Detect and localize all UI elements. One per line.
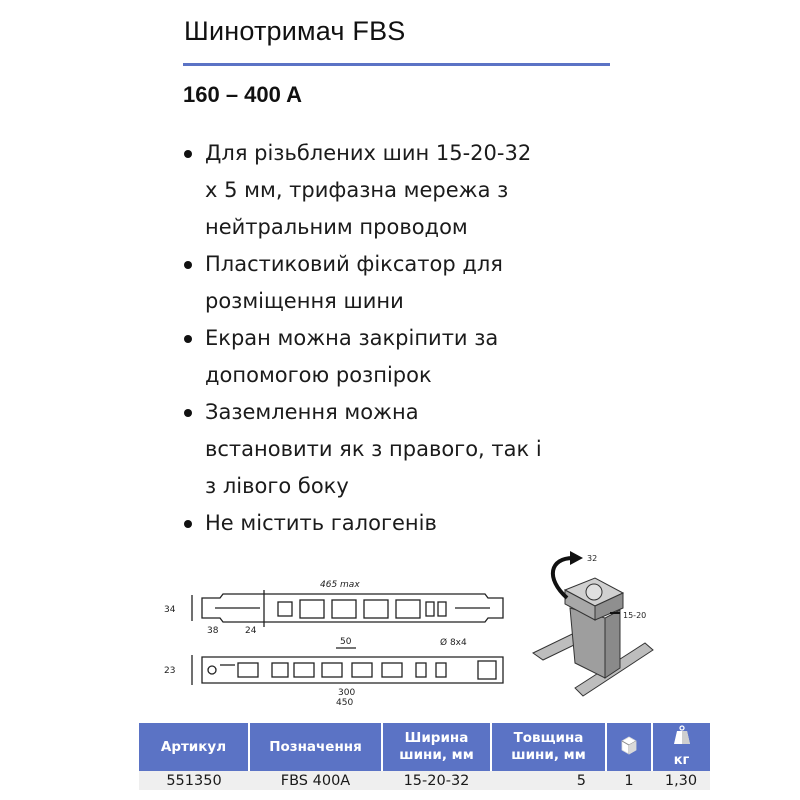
feature-item: Заземлення можна встановити як з правого, так і з лівого боку xyxy=(180,394,600,505)
technical-drawing xyxy=(160,575,520,705)
bullet-icon xyxy=(184,335,192,343)
col-thickness: Товщина шини, мм xyxy=(491,723,606,771)
bullet-icon xyxy=(184,520,192,528)
dim-pitch: 50 xyxy=(340,637,352,647)
cell-article: 551350 xyxy=(139,771,249,790)
cell-pack-qty: 1 xyxy=(606,771,652,790)
cell-weight: 1,30 xyxy=(652,771,710,790)
col-designation: Позначення xyxy=(249,723,382,771)
feature-item: Для різьблених шин 15-20-32 x 5 мм, трифазна мережа з нейтральним проводом xyxy=(180,135,600,246)
iso-label-range: 15-20 xyxy=(623,611,647,620)
feature-item: Екран можна закріпити за допомогою розпірок xyxy=(180,320,600,394)
feature-item: Не містить галогенів xyxy=(180,505,600,542)
dim-450: 450 xyxy=(336,698,354,705)
dim-height-top: 34 xyxy=(164,605,176,615)
col-width: Ширина шини, мм xyxy=(382,723,491,771)
dim-hole: Ø 8x4 xyxy=(440,638,467,648)
current-range: 160 – 400 A xyxy=(183,82,303,107)
bullet-icon xyxy=(184,150,192,158)
iso-label-width: 32 xyxy=(587,554,598,563)
col-article: Артикул xyxy=(139,723,249,771)
dim-height-bottom: 23 xyxy=(164,666,176,676)
cell-designation: FBS 400A xyxy=(249,771,382,790)
dim-300: 300 xyxy=(338,688,356,698)
title-divider xyxy=(183,63,610,66)
bullet-icon xyxy=(184,409,192,417)
bullet-icon xyxy=(184,261,192,269)
feature-list xyxy=(180,135,600,542)
feature-item: Пластиковий фіксатор для розміщення шини xyxy=(180,246,600,320)
cell-width: 15-20-32 xyxy=(382,771,491,790)
isometric-illustration xyxy=(525,548,660,713)
col-weight: кг xyxy=(652,723,710,771)
table-row xyxy=(139,771,710,790)
page-title: Шинотримач FBS xyxy=(184,16,406,46)
col-package xyxy=(606,723,652,771)
table-header-row xyxy=(139,723,710,771)
package-icon xyxy=(620,735,638,755)
dim-38: 38 xyxy=(207,626,219,636)
weight-icon xyxy=(672,725,692,745)
dim-overall-max: 465 max xyxy=(320,580,360,590)
spec-table xyxy=(139,723,710,790)
cell-thickness: 5 xyxy=(491,771,606,790)
dim-24: 24 xyxy=(245,626,257,636)
